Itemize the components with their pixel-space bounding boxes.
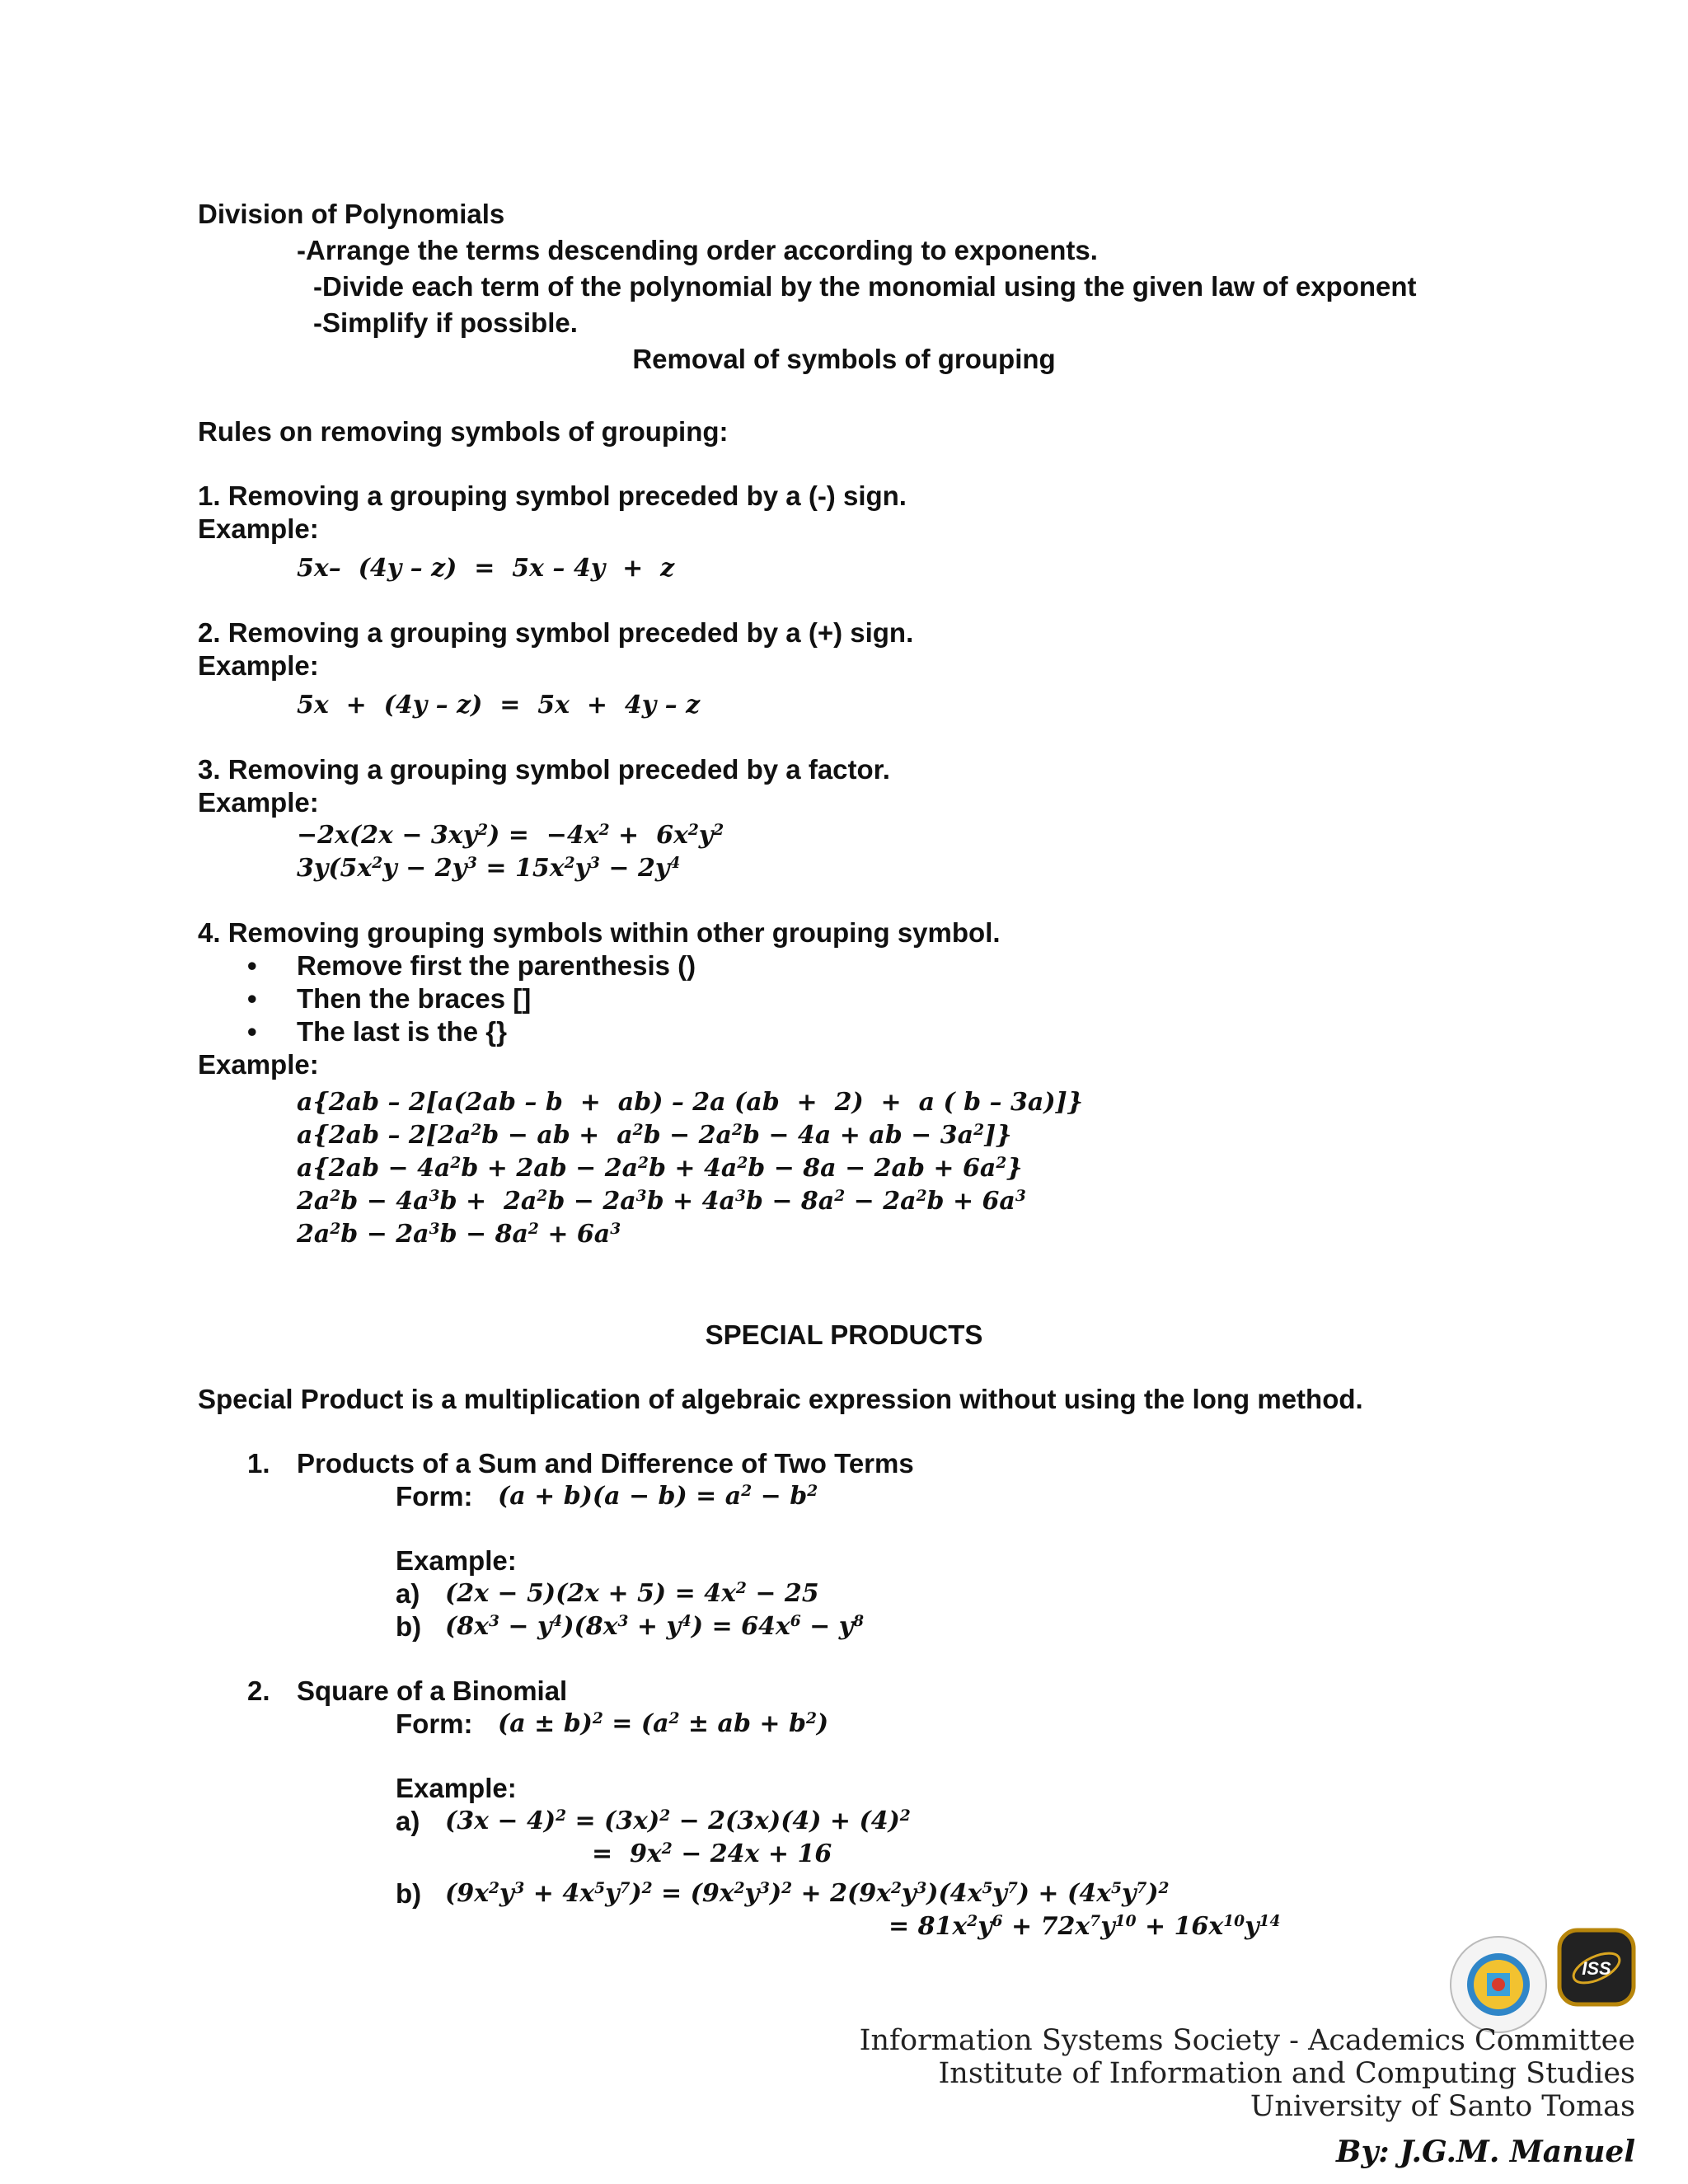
example-b-label: b): [396, 1611, 422, 1642]
bullet-2-text: Then the braces []: [297, 983, 532, 1014]
rule-1-equation: 5x– (4y – z) = 5x – 4y + z: [297, 554, 675, 583]
rule-1: 1. Removing a grouping symbol preceded by a (-) sign.: [198, 480, 907, 511]
iss-logo: [1556, 1927, 1637, 2008]
item-2-example-b-line-1: $(9x^2y^3 + 4x^5y^7)^2 = (9x^2y^3)^2 + 2(9x^2y^3)(4x^5y^7) + (4x^5y^7)^2$: [445, 1879, 1170, 1908]
rule-4: 4. Removing grouping symbols within other grouping symbol.: [198, 917, 1001, 948]
example-label: Example:: [396, 1773, 517, 1803]
example-a-label: a): [396, 1578, 420, 1609]
division-step-1: -Arrange the terms descending order according to exponents.: [297, 235, 1098, 265]
rule-2-equation: 5x + (4y – z) = 5x + 4y – z: [297, 691, 701, 719]
example-label: Example:: [198, 650, 319, 681]
rule-4-step-4: $2a^2b - 4a^3b + 2a^2b - 2a^3b + 4a^3b - 8a^2 - 2a^2b + 6a^3$: [297, 1187, 1026, 1216]
rule-4-step-2: $a\{2ab - 2[2a^2b$ − ab + $a^2b - 2a^2b - 4a$ + ab − $3a^2$]}: [297, 1121, 1012, 1150]
bullet-3-text: The last is the {}: [297, 1016, 507, 1047]
removal-heading: Removal of symbols of grouping: [632, 344, 1056, 374]
footer-line-2: Institute of Information and Computing Studies: [938, 2057, 1635, 2090]
division-step-2: -Divide each term of the polynomial by the monomial using the given law of exponent: [313, 271, 1417, 302]
rule-3-equation-2: $3y(5x^2y - 2y^3 = 15x^2y^3 - 2y^4$: [297, 854, 681, 883]
footer-line-3: University of Santo Tomas: [1250, 2090, 1635, 2123]
example-a-label: a): [396, 1806, 420, 1836]
example-label: Example:: [396, 1545, 517, 1576]
special-item-1-number: 1.: [247, 1448, 270, 1479]
item-2-example-a-line-2: = $9x^2 - 24x + 16$: [592, 1840, 832, 1868]
example-b-label: b): [396, 1878, 422, 1909]
rule-4-step-5: $2a^2b - 2a^3b - 8a^2 + 6a^3$: [297, 1220, 621, 1249]
special-item-1-title: Products of a Sum and Difference of Two Terms: [297, 1448, 914, 1479]
special-item-2-number: 2.: [247, 1675, 270, 1706]
rule-2: 2. Removing a grouping symbol preceded by a (+) sign.: [198, 617, 914, 648]
special-definition: Special Product is a multiplication of algebraic expression without using the long method.: [198, 1384, 1363, 1414]
item-1-example-b: $(8x^3 - y^4)(8x^3 + y^4) = 64x^6 - y^8$: [445, 1612, 865, 1641]
author-signature: By: J.G.M. Manuel: [1336, 2135, 1635, 2169]
item-1-example-a: $(2x - 5)(2x + 5) = 4x^2 - 25$: [445, 1579, 819, 1608]
footer-line-1: Information Systems Society - Academics Committee: [859, 2024, 1635, 2057]
bullet-1-text: Remove first the parenthesis (): [297, 950, 696, 981]
svg-text:ISS: ISS: [1582, 1958, 1611, 1979]
bullet-icon: •: [247, 950, 257, 981]
example-label: Example:: [198, 1049, 319, 1080]
example-label: Example:: [198, 513, 319, 544]
rule-4-step-1: a{2ab – 2[a(2ab – b + ab) – 2a (ab + 2) + a ( b – 3a)]}: [297, 1088, 1084, 1117]
item-2-form: $(a \pm b)^2 = (a^2$ ± ab + $b^2$): [498, 1709, 829, 1738]
bullet-3: [247, 1015, 507, 1048]
item-1-form: $(a + b)(a - b) = a^2 - b^2$: [498, 1482, 818, 1511]
form-label: Form:: [396, 1481, 473, 1511]
rule-4-step-3: $a\{2ab - 4a^2b + 2ab - 2a^2b + 4a^2b - 8a - 2ab + 6a^2\}$: [297, 1154, 1023, 1183]
bullet-icon: •: [247, 1016, 257, 1047]
example-label: Example:: [198, 787, 319, 818]
bullet-1: [247, 949, 696, 982]
rules-title: Rules on removing symbols of grouping:: [198, 416, 729, 447]
item-2-example-b-line-2: = $81x^2y^6 + 72x^7y^{10} + 16x^{10}y^{14}$: [889, 1912, 1281, 1941]
item-2-example-a-line-1: $(3x - 4)^2 = (3x)^2 - 2(3x)(4) + (4)^2$: [445, 1807, 911, 1835]
rule-3: 3. Removing a grouping symbol preceded by a factor.: [198, 754, 890, 785]
special-item-2-title: Square of a Binomial: [297, 1675, 568, 1706]
form-label: Form:: [396, 1708, 473, 1739]
university-seal-logo: [1449, 1935, 1548, 2034]
division-title: Division of Polynomials: [198, 199, 505, 229]
division-step-3: -Simplify if possible.: [313, 307, 578, 338]
bullet-2: [247, 982, 532, 1015]
bullet-icon: •: [247, 983, 257, 1014]
special-heading: SPECIAL PRODUCTS: [705, 1319, 983, 1350]
rule-3-equation-1: $-2x(2x - 3xy^2) = -4x^2 + 6x^2y^2$: [297, 821, 724, 850]
